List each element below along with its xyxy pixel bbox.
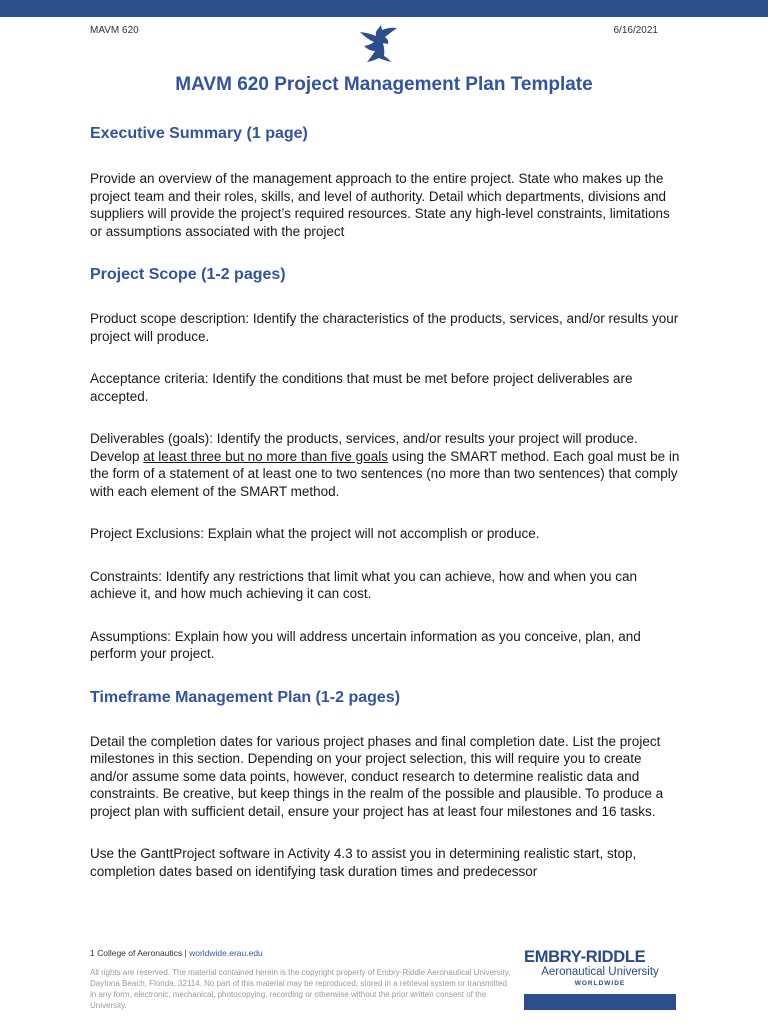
top-bar [0,0,768,17]
logo-bar [524,994,676,1010]
timeframe-heading: Timeframe Management Plan (1-2 pages) [90,688,401,706]
page-title: MAVM 620 Project Management Plan Template [175,74,593,95]
embry-riddle-logo [524,948,676,1010]
footer-page-label: 1 College of Aeronautics | [90,948,190,958]
project-scope-heading: Project Scope (1-2 pages) [90,266,286,283]
course-code: MAVM 620 [90,25,139,36]
product-scope-text: Product scope description: Identify the characteristics of the products, services, and/or results your project will produce. [90,311,679,344]
header-date: 6/16/2021 [613,25,658,36]
logo-subtitle: Aeronautical University [541,966,659,978]
constraints-text: Constraints: Identify any restrictions that limit what you can achieve, how and when you can achieve it, and how much achieving it can cost. [90,568,638,601]
logo-name: EMBRY-RIDDLE [524,948,646,966]
executive-summary-heading: Executive Summary (1 page) [90,125,308,142]
logo-tag: WORLDWIDE [574,980,626,987]
deliverables-text [90,430,680,500]
footer-caption [90,948,263,958]
deliverables-text-end: using the SMART method. Each goal must be in the form of a statement of at least one to two sentences (no more than two sentences) that comply with each element of the SMART method. [90,448,680,499]
ganttproject-text: Use the GanttProject software in Activity 4.3 to assist you in determining realistic start, stop, completion dates based on identifying task duration times and predecessor [90,846,637,879]
exclusions-text: Project Exclusions: Explain what the project will not accomplish or produce. [90,526,540,541]
executive-summary-text: Provide an overview of the management approach to the entire project. State who makes up the project team and their roles, skills, and level of authority. Detail which departments, divisions and suppliers will provide the project’s required resources. State any high-level constraints, limitations or assumptions associated with the project [90,171,670,239]
document-body [90,124,680,880]
assumptions-text: Assumptions: Explain how you will address uncertain information as you conceive, plan, and perform your project. [90,628,641,661]
goals-count-emphasis: at least three but no more than five goals [143,448,388,464]
deliverables-text-start: Deliverables (goals): Identify the products, services, and/or results your project will produce. Develop [90,431,638,464]
copyright-notice: All rights are reserved. The material contained herein is the copyright property of Embry-Riddle Aeronautical University, Daytona Beach, Florida, 32114. No part of this material may be reproduced, stored in a retrieval system or transmitted in any form, electronic, mechanical, photocopying, recording or otherwise without the prior written consent of the University. [90,968,511,1010]
eagle-icon [358,22,398,64]
timeframe-text: Detail the completion dates for various project phases and final completion date. List the project milestones in this section. Depending on your project selection, this will require you to create and/or assume some data points, however, conduct research to determine realistic data and constraints. Be creative, but keep things in the realm of the possible and plausible. To produce a project plan with sufficient detail, ensure your project has at least four milestones and 16 tasks. [90,733,664,819]
footer-link[interactable]: worldwide.erau.edu [189,948,263,958]
acceptance-criteria-text: Acceptance criteria: Identify the conditions that must be met before project deliverables are accepted. [90,371,633,404]
